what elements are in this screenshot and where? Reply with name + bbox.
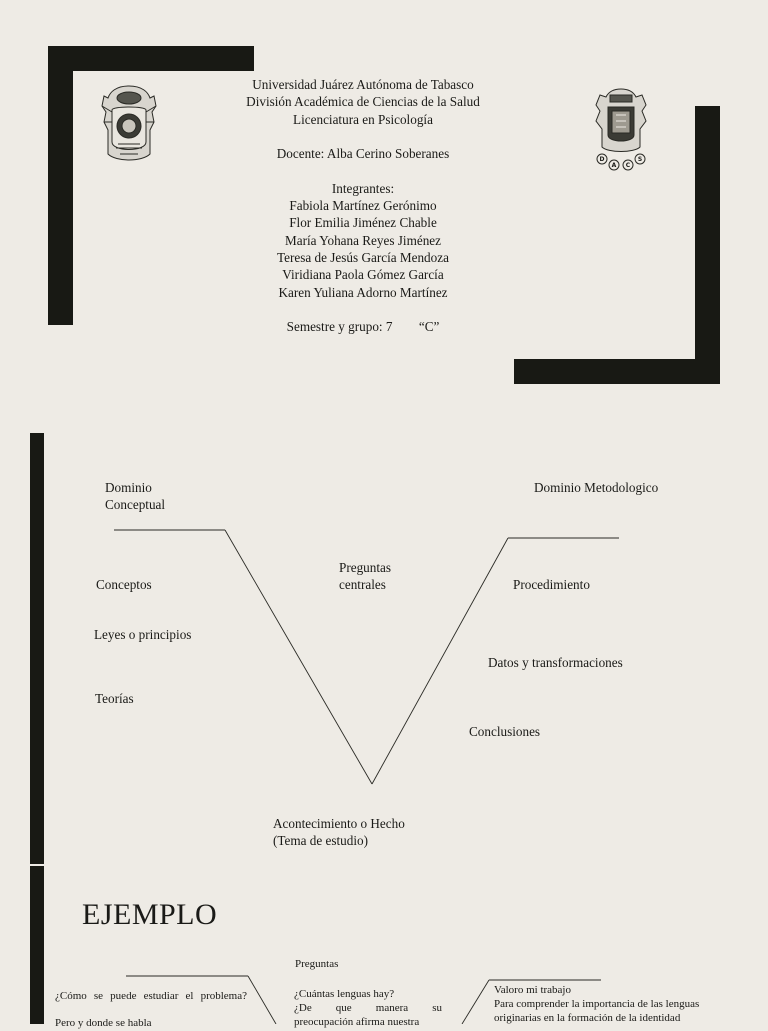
- members-label: Integrantes:: [331, 180, 395, 196]
- member-name: Teresa de Jesús García Mendoza: [277, 249, 449, 265]
- right-item-conclusiones: Conclusiones: [469, 724, 541, 739]
- slide3-left-bar: [30, 866, 44, 1024]
- acontecimiento-label: Acontecimiento o Hecho (Tema de estudio): [273, 816, 405, 848]
- left-item-teorias: Teorías: [95, 691, 134, 706]
- university-name: Universidad Juárez Autónoma de Tabasco: [252, 77, 474, 92]
- svg-text:A: A: [611, 162, 617, 169]
- left-item-leyes: Leyes o principios: [94, 627, 192, 642]
- example-left-text: ¿Cómo se puede estudiar el problema?: [55, 990, 247, 1002]
- member-name: Fabiola Martínez Gerónimo: [289, 198, 437, 214]
- svg-text:D: D: [599, 156, 605, 163]
- member-name: Karen Yuliana Adorno Martínez: [278, 284, 448, 300]
- program-name: Licenciatura en Psicología: [293, 111, 433, 127]
- svg-text:C: C: [625, 162, 631, 169]
- example-center-q2: ¿De que manera su: [294, 1002, 442, 1014]
- questions-header: Preguntas: [295, 958, 339, 970]
- dominio-conceptual-title: Dominio Conceptual: [105, 480, 166, 512]
- example-left-arm: [248, 976, 276, 1024]
- member-name: Flor Emilia Jiménez Chable: [289, 215, 437, 231]
- dominio-metodologico-title: Dominio Metodologico: [534, 480, 659, 495]
- example-center-q3: preocupación afirma nuestra: [294, 1016, 420, 1028]
- example-center-q1: ¿Cuántas lenguas hay?: [294, 988, 395, 1000]
- example-title: EJEMPLO: [82, 898, 218, 931]
- svg-text:S: S: [637, 156, 643, 163]
- division-name: División Académica de Ciencias de la Salud: [246, 94, 480, 110]
- example-right-text: Para comprender la importancia de las lenguas originarias en la formación de la identidad: [494, 998, 700, 1024]
- right-item-datos: Datos y transformaciones: [488, 655, 623, 670]
- left-item-conceptos: Conceptos: [96, 577, 152, 592]
- right-item-procedimiento: Procedimiento: [513, 577, 590, 592]
- semester-group: Semestre y grupo: 7 “C”: [286, 319, 440, 335]
- member-name: María Yohana Reyes Jiménez: [284, 232, 441, 248]
- preguntas-centrales: Preguntas centrales: [339, 560, 392, 592]
- member-name: Viridiana Paola Gómez García: [282, 267, 444, 283]
- teacher-name: Docente: Alba Cerino Soberanes: [276, 146, 450, 162]
- example-right-title: Valoro mi trabajo: [494, 984, 571, 996]
- example-right-arm: [462, 980, 489, 1024]
- example-left-text-2: Pero y donde se habla: [55, 1017, 152, 1029]
